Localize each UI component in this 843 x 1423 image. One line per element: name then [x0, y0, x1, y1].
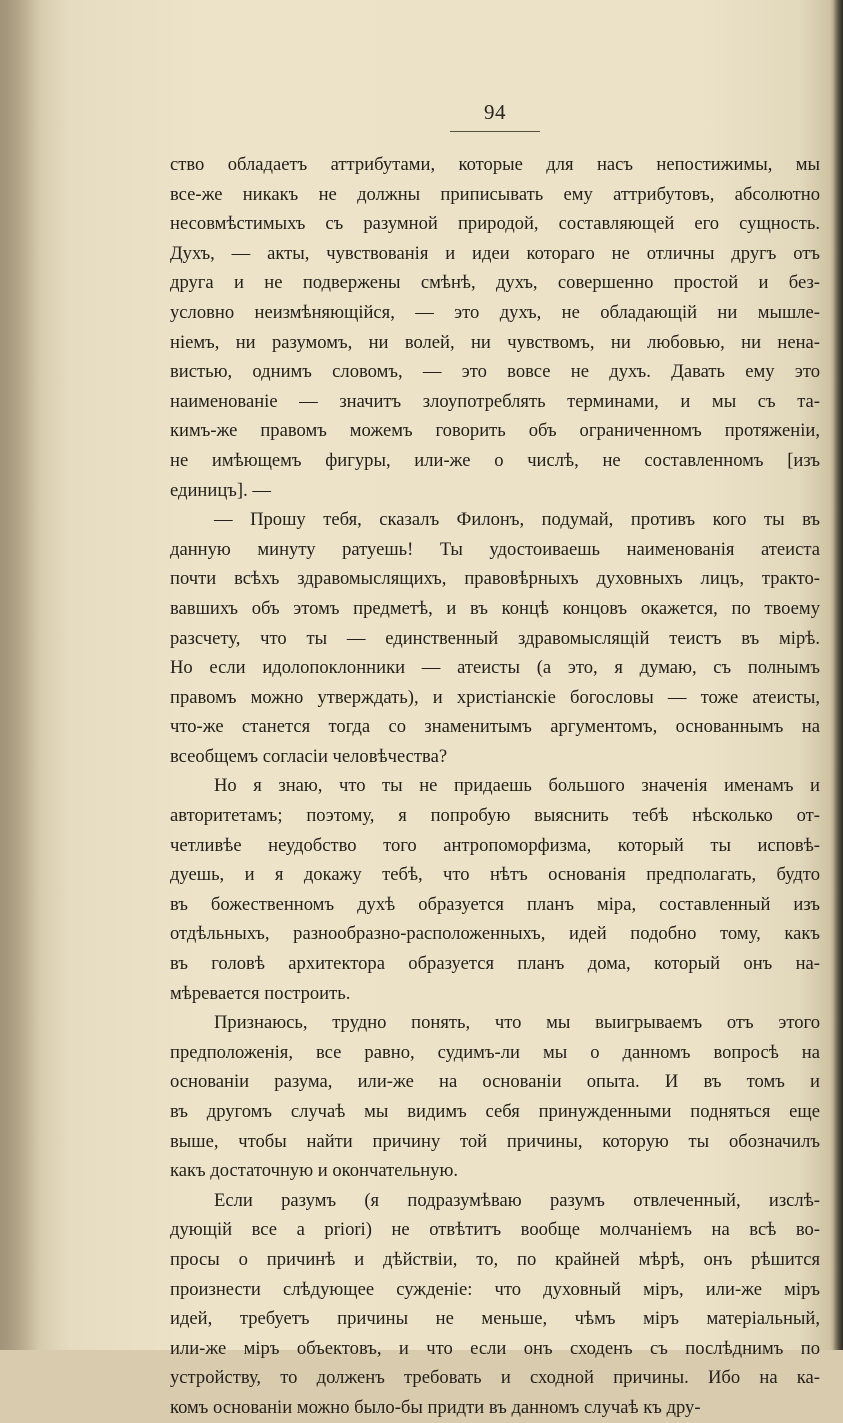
text-line: или-же міръ объектовъ, и что если онъ сходенъ съ послѣднимъ по: [170, 1337, 820, 1359]
paragraph: [170, 505, 820, 771]
text-line: единицъ]. —: [170, 479, 271, 501]
text-line: ство обладаетъ аттрибутами, которые для насъ непостижимы, мы: [170, 154, 820, 175]
text-line: мѣревается построить.: [170, 982, 351, 1004]
paragraph: [170, 771, 820, 1008]
binding-shadow: [0, 0, 40, 1350]
text-line: не имѣющемъ фигуры, или-же о числѣ, не составленномъ [изъ: [170, 449, 820, 471]
text-line: что-же станется тогда со знаменитымъ аргументомъ, основаннымъ на: [170, 716, 820, 738]
text-line: дующій все a priori) не отвѣтитъ вообще молчаніемъ на всѣ во-: [170, 1219, 820, 1241]
text-line: устройству, то долженъ требовать и сходной причины. Ибо на ка-: [170, 1367, 820, 1389]
text-line: вистью, однимъ словомъ, — это вовсе не духъ. Давать ему это: [170, 361, 820, 383]
text-line: просы о причинѣ и дѣйствіи, то, по крайней мѣрѣ, онъ рѣшится: [170, 1248, 820, 1270]
page-header: [170, 100, 820, 132]
text-line: отдѣльныхъ, разнообразно-расположенныхъ, идей подобно тому, какъ: [170, 923, 820, 945]
text-line: кимъ-же правомъ можемъ говорить объ ограниченномъ протяженіи,: [170, 420, 820, 442]
page-number: 94: [450, 100, 540, 132]
text-line: выше, чтобы найти причину той причины, которую ты обозначилъ: [170, 1130, 820, 1152]
text-line: Признаюсь, трудно понять, что мы выигрываемъ отъ этого: [214, 1012, 820, 1034]
text-line: какъ достаточную и окончательную.: [170, 1160, 459, 1182]
text-line: почти всѣхъ здравомыслящихъ, правовѣрныхъ духовныхъ лицъ, тракто-: [170, 568, 820, 590]
body-text: [170, 150, 820, 1423]
text-line: дуешь, и я докажу тебѣ, что нѣтъ основанія предполагать, будто: [170, 864, 820, 886]
text-line: друга и не подвержены смѣнѣ, духъ, совершенно простой и без-: [170, 272, 820, 294]
text-line: правомъ можно утверждать), и христіанскіе богословы — тоже атеисты,: [170, 686, 820, 708]
text-line: все-же никакъ не должны приписывать ему аттрибутовъ, абсолютно: [170, 183, 820, 205]
text-line: разсчету, что ты — единственный здравомыслящій теистъ въ мірѣ.: [170, 627, 820, 649]
text-line: Духъ, — акты, чувствованія и идеи котораго не отличны другъ отъ: [170, 242, 820, 264]
text-line: въ другомъ случаѣ мы видимъ себя принужденными подняться еще: [170, 1101, 820, 1122]
text-line: вавшихъ объ этомъ предметѣ, и въ концѣ концовъ окажется, по твоему: [170, 597, 820, 619]
paragraph: [170, 1008, 820, 1186]
text-line: наименованіе — значитъ злоупотреблять терминами, и мы съ та-: [170, 390, 820, 412]
text-line: идей, требуетъ причины не меньше, чѣмъ міръ матеріальный,: [170, 1308, 820, 1330]
text-line: основаніи разума, или-же на основаніи опыта. И въ томъ и: [170, 1071, 820, 1093]
text-line: Если разумъ (я подразумѣваю разумъ отвлеченный, изслѣ-: [214, 1189, 820, 1211]
text-line: — Прошу тебя, сказалъ Филонъ, подумай, противъ кого ты въ: [214, 509, 820, 531]
paragraph: [170, 150, 820, 505]
text-line: четливѣе неудобство того антропоморфизма, который ты исповѣ-: [170, 834, 820, 856]
paragraph: [170, 1186, 820, 1423]
text-line: произнести слѣдующее сужденіе: что духовный міръ, или-же міръ: [170, 1278, 820, 1300]
text-line: комъ основаніи можно было-бы придти въ данномъ случаѣ къ дру-: [170, 1396, 701, 1418]
text-line: въ божественномъ духѣ образуется планъ міра, составленный изъ: [170, 893, 820, 915]
page-edge: [833, 0, 843, 1350]
text-line: Но я знаю, что ты не придаешь большого значенія именамъ и: [214, 775, 820, 797]
text-line: всеобщемъ согласіи человѣчества?: [170, 745, 448, 767]
text-line: несовмѣстимыхъ съ разумной природой, составляющей его сущность.: [170, 213, 820, 235]
text-line: авторитетамъ; поэтому, я попробую выяснить тебѣ нѣсколько от-: [170, 805, 820, 827]
text-line: ніемъ, ни разумомъ, ни волей, ни чувствомъ, ни любовью, ни нена-: [170, 331, 820, 353]
text-line: предположенія, все равно, судимъ-ли мы о данномъ вопросѣ на: [170, 1041, 820, 1063]
text-line: данную минуту ратуешь! Ты удостоиваешь наименованія атеиста: [170, 538, 820, 560]
text-line: условно неизмѣняющійся, — это духъ, не обладающій ни мышле-: [170, 301, 820, 323]
text-line: въ головѣ архитектора образуется планъ дома, который онъ на-: [170, 953, 820, 975]
text-line: Но если идолопоклонники — атеисты (а это, я думаю, съ полнымъ: [170, 657, 820, 679]
